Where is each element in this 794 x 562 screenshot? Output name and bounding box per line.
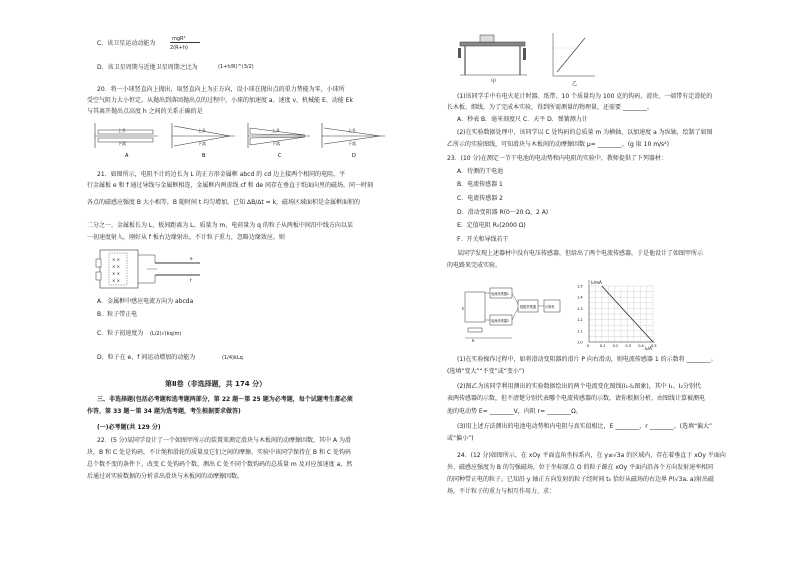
q23-part2-line3: 池的电动势 E= ________V，内阻 r= ________Ω。	[447, 408, 582, 415]
svg-text:× ×: × ×	[112, 278, 120, 283]
computer-label: 计算机	[545, 305, 555, 309]
svg-text:R: R	[472, 339, 475, 343]
q21-line1: 21．如图所示，电阻不计的边长为 L 的正方形金属框 abcd 的 cd 边上接两个相同的电阻，平	[97, 171, 346, 178]
q20-line3: 与其离开抛出点高度 h 之间的关系正确的是	[87, 108, 203, 115]
y-tick-label: 1.3	[577, 306, 583, 311]
q20-line2: 受空气阻力大小恒定。从抛出到落回抛出点的过程中，小球的加速度 a、速度 v、机械能 E、动能 Ek	[87, 97, 353, 104]
q22-part2-line2: 乙所示的实验图线，可知滑块与木板间的动摩擦因数 μ= ________。(g 取 10 m/s²)	[447, 141, 669, 148]
q21c-expression: (L/2)√(kq/m)	[150, 331, 182, 337]
q23-line2: 某同学发现上述器材中没有电压传感器，但给出了两个电流传感器，于是他设计了如图甲所示	[457, 250, 704, 257]
y-tick-label: 1.1	[577, 329, 583, 334]
q22-line3: 总个数不变的条件下，改变 C 处钩码个数，测出 C 处不同个数钩码的总质量 m 及对应加速度 a，然	[87, 461, 353, 468]
graph-a-down-label: 下落	[118, 141, 126, 146]
svg-text:× ×: × ×	[112, 257, 120, 262]
q23-part2-line2: 表两传感器的示数，但不清楚分别代表哪个电流传感器的示数。请你根据分析，由图线计算被测电	[447, 395, 706, 402]
figure-jia-label: 甲	[491, 79, 497, 85]
q21-line4: 二分之一，金属板长为 L，板间距离为 L。质量为 m，电荷量为 q 的粒子从两板中间沿中线方向以某	[87, 222, 353, 229]
q21-line3: 各点的磁感应强度 B 大小相等，B 随时间 t 均匀增加，已知 ΔB/Δt = k，磁场区域面积是金属框面积的	[87, 199, 361, 206]
x-tick-label: 0	[587, 344, 590, 348]
q23-part1-line2: (选填“变大”“不变”或“变小”)	[447, 368, 525, 375]
q21d-expression: (1/4)kLq	[222, 355, 243, 361]
graph-c-down-label: 下落	[272, 141, 280, 146]
figure-yi-label: 乙	[572, 81, 578, 87]
q23-item-d: D．滑动变阻器 R(0～20 Ω，2 A)	[457, 209, 549, 216]
q21-circuit-figure	[95, 245, 205, 295]
svg-text:E: E	[462, 307, 465, 311]
section3-line2: 作答，第 33 题～第 34 题为选考题，考生根据要求做答)	[87, 408, 241, 415]
q23-item-f: F．开关和导线若干	[457, 236, 509, 243]
svg-text:e: e	[190, 256, 193, 261]
graph-c-up-label: 上升	[272, 128, 280, 133]
x-tick-label: 0.3	[625, 344, 631, 348]
q22-part1-options: A．秒表 B．毫米刻度尺 C．天平 D．弹簧测力计	[457, 116, 588, 123]
q23-item-c: C．电流传感器 2	[457, 195, 503, 202]
q21-option-b: B．粒子带正电	[97, 311, 138, 318]
q23-line3: 的电路来完成实验。	[447, 262, 502, 269]
part2-title: 第Ⅱ卷（非选择题，共 174 分）	[165, 380, 267, 388]
q23-current-graph	[575, 278, 660, 353]
q21-line2: 行金属板 e 和 f 通过导线与金属框相连，金属框内两虚线 cf 和 de 间存在垂直于纸面向里的磁场，同一时刻	[87, 182, 373, 189]
q19-option-d: D．该卫星周期与近地卫星周期之比为	[97, 64, 198, 71]
option-label-a: A	[125, 153, 129, 159]
q24-line4: 场。不计粒子的重力与相互作用力，求：	[447, 488, 556, 495]
q23-part2-line1: (2)图乙为该同学利用测出的实验数据绘出的两个电流变化图线(I₁-I₂图象)，其中 I₁、I₂分别代	[457, 383, 701, 390]
q23-item-e: E．定值电阻 R₀(2000 Ω)	[457, 222, 526, 229]
q21-line5: 一初速度射入，刚好从 f 板右边缘射出。不计粒子重力，忽略边缘效应。则	[87, 234, 285, 241]
collector-label: 数据采集器	[520, 305, 536, 309]
q24-line1: 24．(12 分)如图所示，在 xOy 平面直角坐标系内，在 y≤√3a 的区域内，存在着垂直于 xOy 平面向	[457, 452, 726, 459]
x-tick-label: 0.1	[599, 344, 606, 348]
q20-line1: 20．将一小球竖直向上抛出，取竖直向上为正方向，设小球在抛出点的重力势能为零，小球所	[97, 86, 345, 93]
q22-line4: 后通过对实验数据的分析求出滑块与木板间的动摩擦因数。	[87, 473, 244, 480]
svg-text:× ×: × ×	[112, 271, 120, 276]
q19-option-c: C．该卫星运动动能为	[97, 40, 156, 47]
graph-b-up-label: 上升	[198, 128, 206, 133]
y-tick-label: 1.4	[577, 295, 583, 300]
option-label-d: D	[352, 153, 356, 159]
q22-apparatus-figure	[455, 30, 535, 85]
graph-d-up-label: 上升	[348, 128, 356, 133]
right-column	[400, 0, 794, 562]
q23-line1: 23．(10 分)在测定一节干电池的电动势和内电阻的实验中，教师提供了下列器材：	[447, 155, 667, 162]
graph-a	[95, 123, 158, 148]
svg-text:× ×: × ×	[112, 264, 120, 269]
q23-part3-line1: (3)用上述方法测出的电池电动势和内电阻与真实值相比，E ________，r ________。(选填“偏大”	[457, 423, 713, 430]
graph-b-down-label: 下落	[198, 141, 206, 146]
svg-text:f: f	[190, 278, 192, 283]
required-section-title: (一)必考题(共 129 分)	[97, 424, 161, 431]
q22-line2: 块，B 和 C 处是钩码，不计绳和滑轮的质量及它们之间的摩擦。实验中该同学保持在 B 和 C 处钩码	[87, 449, 351, 456]
q23-part1-line1: (1)在实验操作过程中，如将滑动变阻器的滑片 P 向右滑动，则电流传感器 1 的示数将 ________。	[457, 356, 717, 363]
q22-a-m-graph	[545, 28, 605, 88]
section3-line1: 三、非选择题(包括必考题和选考题两部分，第 22 题～第 25 题为必考题，每个试题考生都必须	[97, 396, 353, 403]
x-axis-label: I₂/A	[645, 346, 652, 351]
option-label-b: B	[202, 153, 206, 159]
x-tick-label: 0.5	[651, 344, 657, 348]
q19d-expression: (1+h/R)^(3/2)	[218, 64, 254, 70]
x-tick-label: 0.2	[612, 344, 619, 348]
q24-line3: 的同种带正电的粒子。已知沿 y 轴正方向发射的粒子经时间 t₀ 恰好从磁场的右边界 P(√3a, a)射出磁	[447, 476, 714, 483]
q23-item-b: B．电流传感器 1	[457, 181, 503, 188]
q22-part1-line1: (1)该同学手中有电火花计时器、纸带、10 个质量均为 100 克的钩码、滑块、一端带有定滑轮的	[457, 93, 713, 100]
q22-part2-line1: (2)在实验数据处理中，该同学以 C 处钩码的总质量 m 为横轴，以加速度 a 为纵轴，绘制了如图	[457, 129, 713, 136]
q21-option-a: A．金属框中感应电流方向为 abcda	[97, 298, 194, 305]
fraction-bar	[170, 42, 200, 43]
q22-part1-line2: 长木板、细线，为了完成本实验，得到所需测量的物理量，还需要 ________。	[447, 104, 653, 111]
q20-graphs	[90, 120, 390, 160]
graph-a-up-label: 上升	[118, 128, 126, 133]
y-axis-label: I₁/mA	[591, 280, 602, 285]
chart-grid	[589, 286, 653, 342]
q21-option-c: C．粒子初速度为	[97, 330, 144, 337]
graph-d-down-label: 下落	[348, 141, 356, 146]
option-label-c: C	[278, 153, 282, 159]
q21-option-d: D．粒子在 e、f 间运动增加的动能为	[97, 354, 196, 361]
q19c-denominator: 2(R+h)	[170, 45, 188, 51]
x-tick-label: 0.4	[638, 344, 644, 348]
sensor1-label: 电流传感器1	[491, 292, 509, 296]
q23-item-a: A．待测的干电池	[457, 168, 504, 175]
q19c-numerator: mgR²	[172, 36, 186, 42]
q24-line2: 外、磁感应强度为 B 的匀强磁场，位于坐标原点 O 的粒子源在 xOy 平面内沿各个方向发射速率相同	[447, 464, 714, 471]
y-tick-label: 1.0	[577, 340, 583, 345]
y-tick-label: 1.2	[577, 318, 583, 323]
q23-part3-line2: 或“偏小”)	[447, 435, 474, 442]
q23-circuit-diagram	[460, 280, 570, 350]
sensor2-label: 电流传感器2	[491, 319, 509, 323]
q22-line1: 22．(5 分)某同学设计了一个如图甲所示的装置来测定滑块与木板间的动摩擦因数，其中 A 为滑	[97, 437, 351, 444]
y-tick-label: 1.5	[577, 284, 583, 289]
